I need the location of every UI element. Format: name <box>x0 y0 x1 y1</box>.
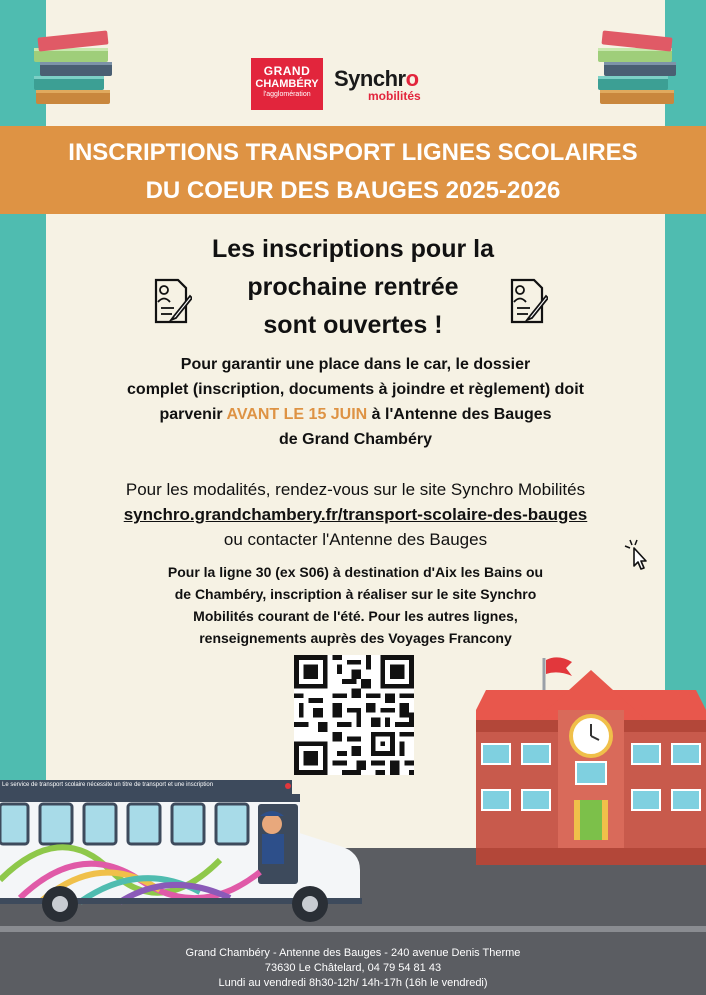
banner-line-2: DU COEUR DES BAUGES 2025-2026 <box>145 177 561 204</box>
footer-line-2: 73630 Le Châtelard, 04 79 54 81 43 <box>264 962 442 974</box>
title-banner <box>0 126 706 214</box>
line-30-paragraph <box>46 561 665 649</box>
form-pencil-icon <box>508 276 548 326</box>
para3-line-4: renseignements auprès des Voyages Francony <box>199 630 512 646</box>
logo-line-1: GRAND <box>263 64 311 78</box>
books-stack-icon <box>30 28 116 108</box>
form-pencil-icon <box>152 276 192 326</box>
para2-line-3: ou contacter l'Antenne des Bauges <box>223 530 488 549</box>
headline-line-3: sont ouvertes ! <box>263 311 443 339</box>
school-bus-icon <box>0 780 362 930</box>
deadline-highlight: AVANT LE 15 JUIN <box>226 406 368 423</box>
deadline-paragraph <box>46 352 665 452</box>
logo-line-3: l'agglomération <box>263 91 311 98</box>
school-building-icon <box>476 650 706 865</box>
para1-line-1: Pour garantir une place dans le car, le dossier <box>180 356 531 373</box>
synchro-logo <box>334 68 446 102</box>
qr-code-icon[interactable] <box>294 655 414 775</box>
synchro-name: Synchr <box>334 66 406 91</box>
para3-line-2: de Chambéry, inscription à réaliser sur le site Synchro <box>174 586 537 602</box>
para1-line-4: de Grand Chambéry <box>279 431 432 448</box>
grand-chambery-logo <box>251 58 323 110</box>
synchro-sub: mobilités <box>368 89 421 103</box>
headline <box>140 230 566 344</box>
para1-line-2: complet (inscription, documents à joindre et règlement) doit <box>127 381 584 398</box>
banner-line-1: INSCRIPTIONS TRANSPORT LIGNES SCOLAIRES <box>68 139 638 166</box>
headline-line-1: Les inscriptions pour la <box>212 235 494 263</box>
footer-line-1: Grand Chambéry - Antenne des Bauges - 240 avenue Denis Therme <box>185 947 521 959</box>
para3-line-3: Mobilités courant de l'été. Pour les autres lignes, <box>193 608 518 624</box>
website-link[interactable]: synchro.grandchambery.fr/transport-scolaire-des-bauges <box>123 505 588 524</box>
para1-line-3: parvenir AVANT LE 15 JUIN à l'Antenne des Bauges <box>159 406 552 423</box>
headline-line-2: prochaine rentrée <box>247 273 459 301</box>
footer-line-3: Lundi au vendredi 8h30-12h/ 14h-17h (16h le vendredi) <box>218 977 488 989</box>
modalities-paragraph <box>46 477 665 552</box>
logo-line-2: CHAMBÉRY <box>255 78 319 90</box>
books-stack-icon <box>594 28 680 108</box>
para2-line-1: Pour les modalités, rendez-vous sur le site Synchro Mobilités <box>125 480 586 499</box>
para3-line-1: Pour la ligne 30 (ex S06) à destination d'Aix les Bains ou <box>167 564 544 580</box>
synchro-name-o: o <box>405 66 419 91</box>
bus-banner-text: Le service de transport scolaire nécessite un titre de transport et une inscription <box>2 782 214 788</box>
footer-address <box>0 946 706 991</box>
